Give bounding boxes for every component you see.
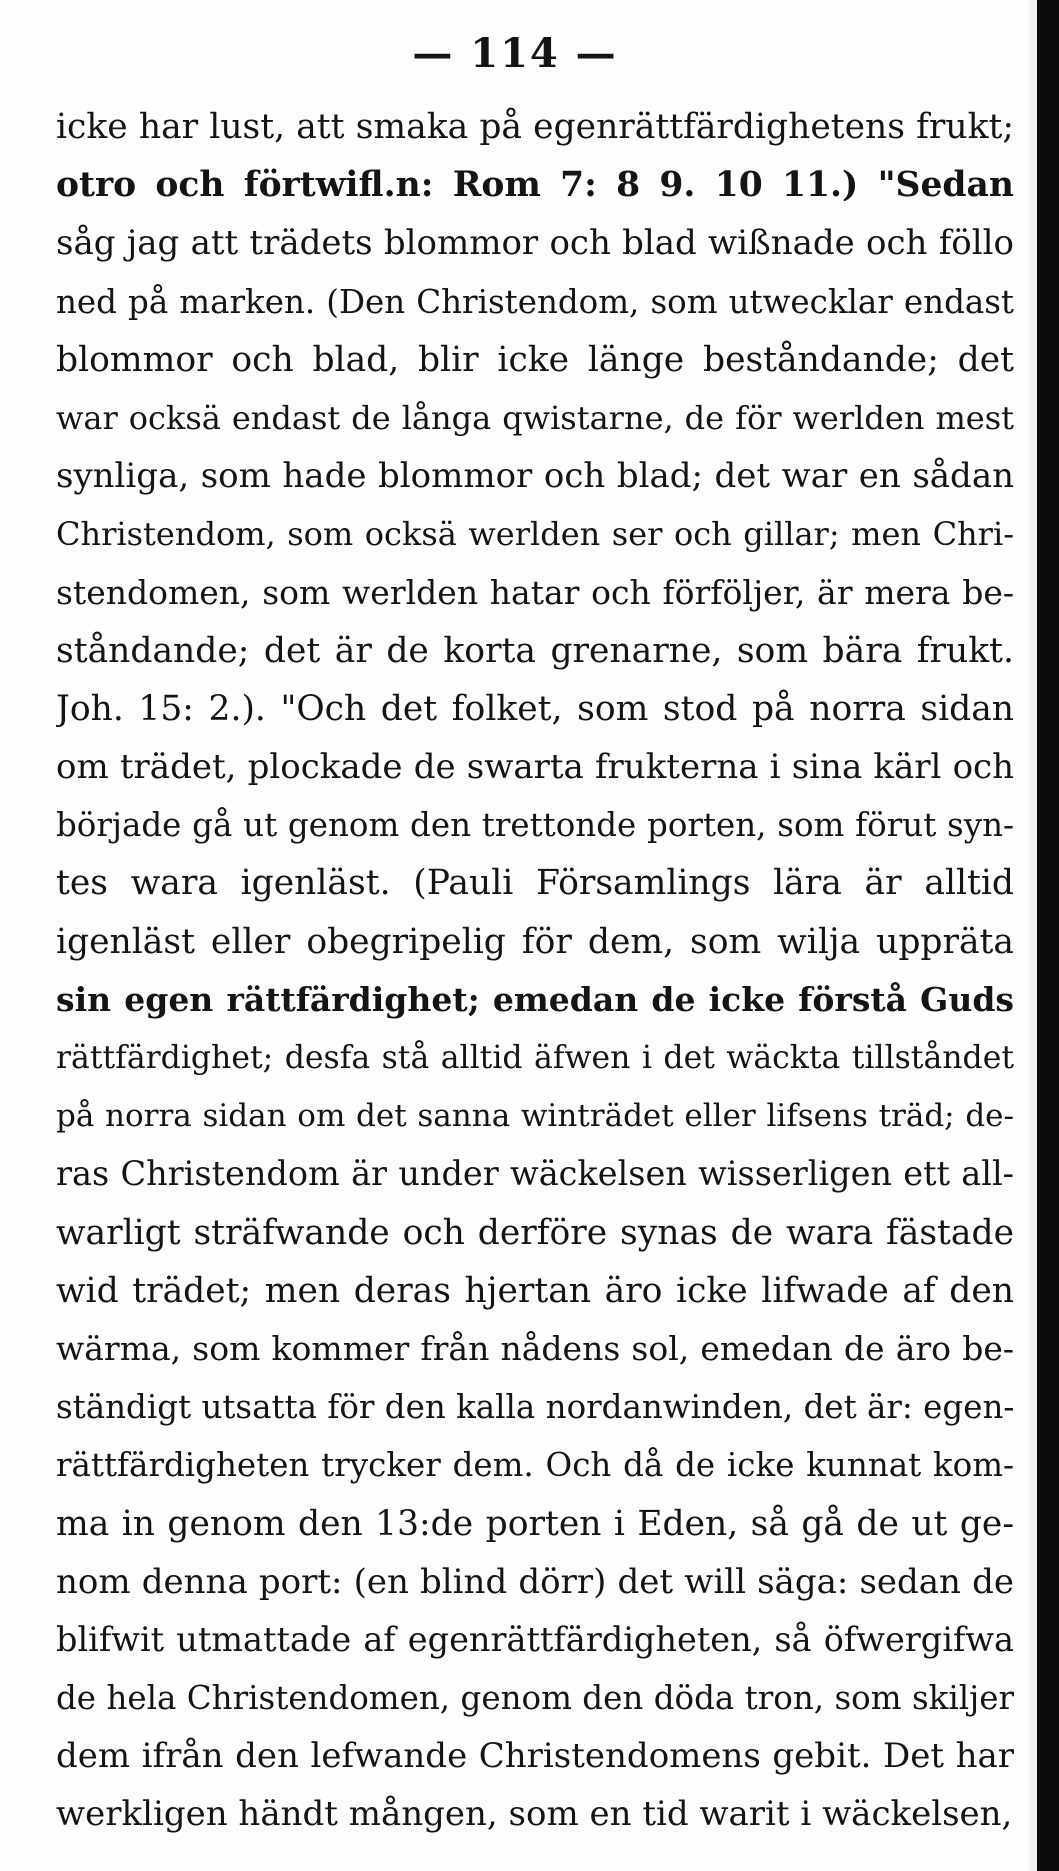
text-line: Joh. 15: 2.). "Och det folket, som stod på norra sidan: [56, 688, 1014, 729]
scan-border: [1037, 0, 1059, 1871]
text-line: stendomen, som werlden hatar och förföljer, är mera be-: [56, 572, 1014, 612]
text-line: wärma, som kommer från nådens sol, emedan de äro be-: [56, 1328, 1014, 1368]
text-line: sin egen rättfärdighet; emedan de icke förstå Guds: [56, 979, 1014, 1019]
text-line: om trädet, plockade de swarta frukterna i sina kärl och: [56, 747, 1014, 788]
text-line: ras Christendom är under wäckelsen wisserligen ett all-: [56, 1154, 1014, 1194]
text-line: ständigt utsatta för den kalla nordanwinden, det är: egen-: [56, 1388, 1014, 1427]
text-line: nom denna port: (en blind dörr) det will säga: sedan de: [56, 1561, 1014, 1602]
text-line: synliga, som hade blommor och blad; det war en sådan: [56, 456, 1014, 497]
text-line: rättfärdigheten trycker dem. Och då de icke kunnat kom-: [56, 1446, 1014, 1485]
text-line: blifwit utmattade af egenrättfärdigheten, så öfwergifwa: [56, 1619, 1014, 1659]
text-line: ståndande; det är de korta grenarne, som bära frukt.: [56, 630, 1014, 671]
body-text: [56, 98, 1014, 1844]
text-line: ned på marken. (Den Christendom, som utwecklar endast: [56, 282, 1014, 321]
page-edge-margin: [1029, 0, 1037, 1871]
text-line: såg jag att trädets blommor och blad wißnade och föllo: [56, 223, 1014, 264]
page-number: — 114 —: [412, 30, 618, 77]
text-line: wid trädet; men deras hjertan äro icke lifwade af den: [56, 1270, 1014, 1311]
text-line: icke har lust, att smaka på egenrättfärdighetens frukt;: [56, 107, 1014, 147]
text-line: blommor och blad, blir icke länge beståndande; det: [56, 339, 1014, 380]
text-line: warligt sträfwande och derföre synas de wara fästade: [56, 1212, 1014, 1253]
text-line: de hela Christendomen, genom den döda tron, som skiljer: [56, 1679, 1014, 1718]
text-line: dem ifrån den lefwande Christendomens gebit. Det har: [56, 1736, 1014, 1777]
text-line: tes wara igenläst. (Pauli Församlings lära är alltid: [56, 863, 1014, 904]
text-line: ma in genom den 13:de porten i Eden, så gå de ut ge-: [56, 1503, 1014, 1544]
text-line: igenläst eller obegripelig för dem, som wilja uppräta: [56, 921, 1014, 962]
text-line: otro och förtwifl.n: Rom 7: 8 9. 10 11.) "Sedan: [56, 165, 1014, 206]
text-line: rättfärdighet; desfa stå alltid äfwen i det wäckta tillståndet: [56, 1040, 1014, 1076]
text-line: på norra sidan om det sanna winträdet eller lifsens träd; de-: [56, 1098, 1014, 1135]
text-line: började gå ut genom den trettonde porten, som förut syn-: [56, 806, 1014, 845]
text-line: war ocksä endast de långa qwistarne, de för werlden mest: [56, 398, 1014, 437]
text-line: werkligen händt mången, som en tid warit i wäckelsen,: [56, 1794, 1013, 1835]
text-line: Christendom, som ocksä werlden ser och gillar; men Chri-: [56, 515, 1014, 554]
